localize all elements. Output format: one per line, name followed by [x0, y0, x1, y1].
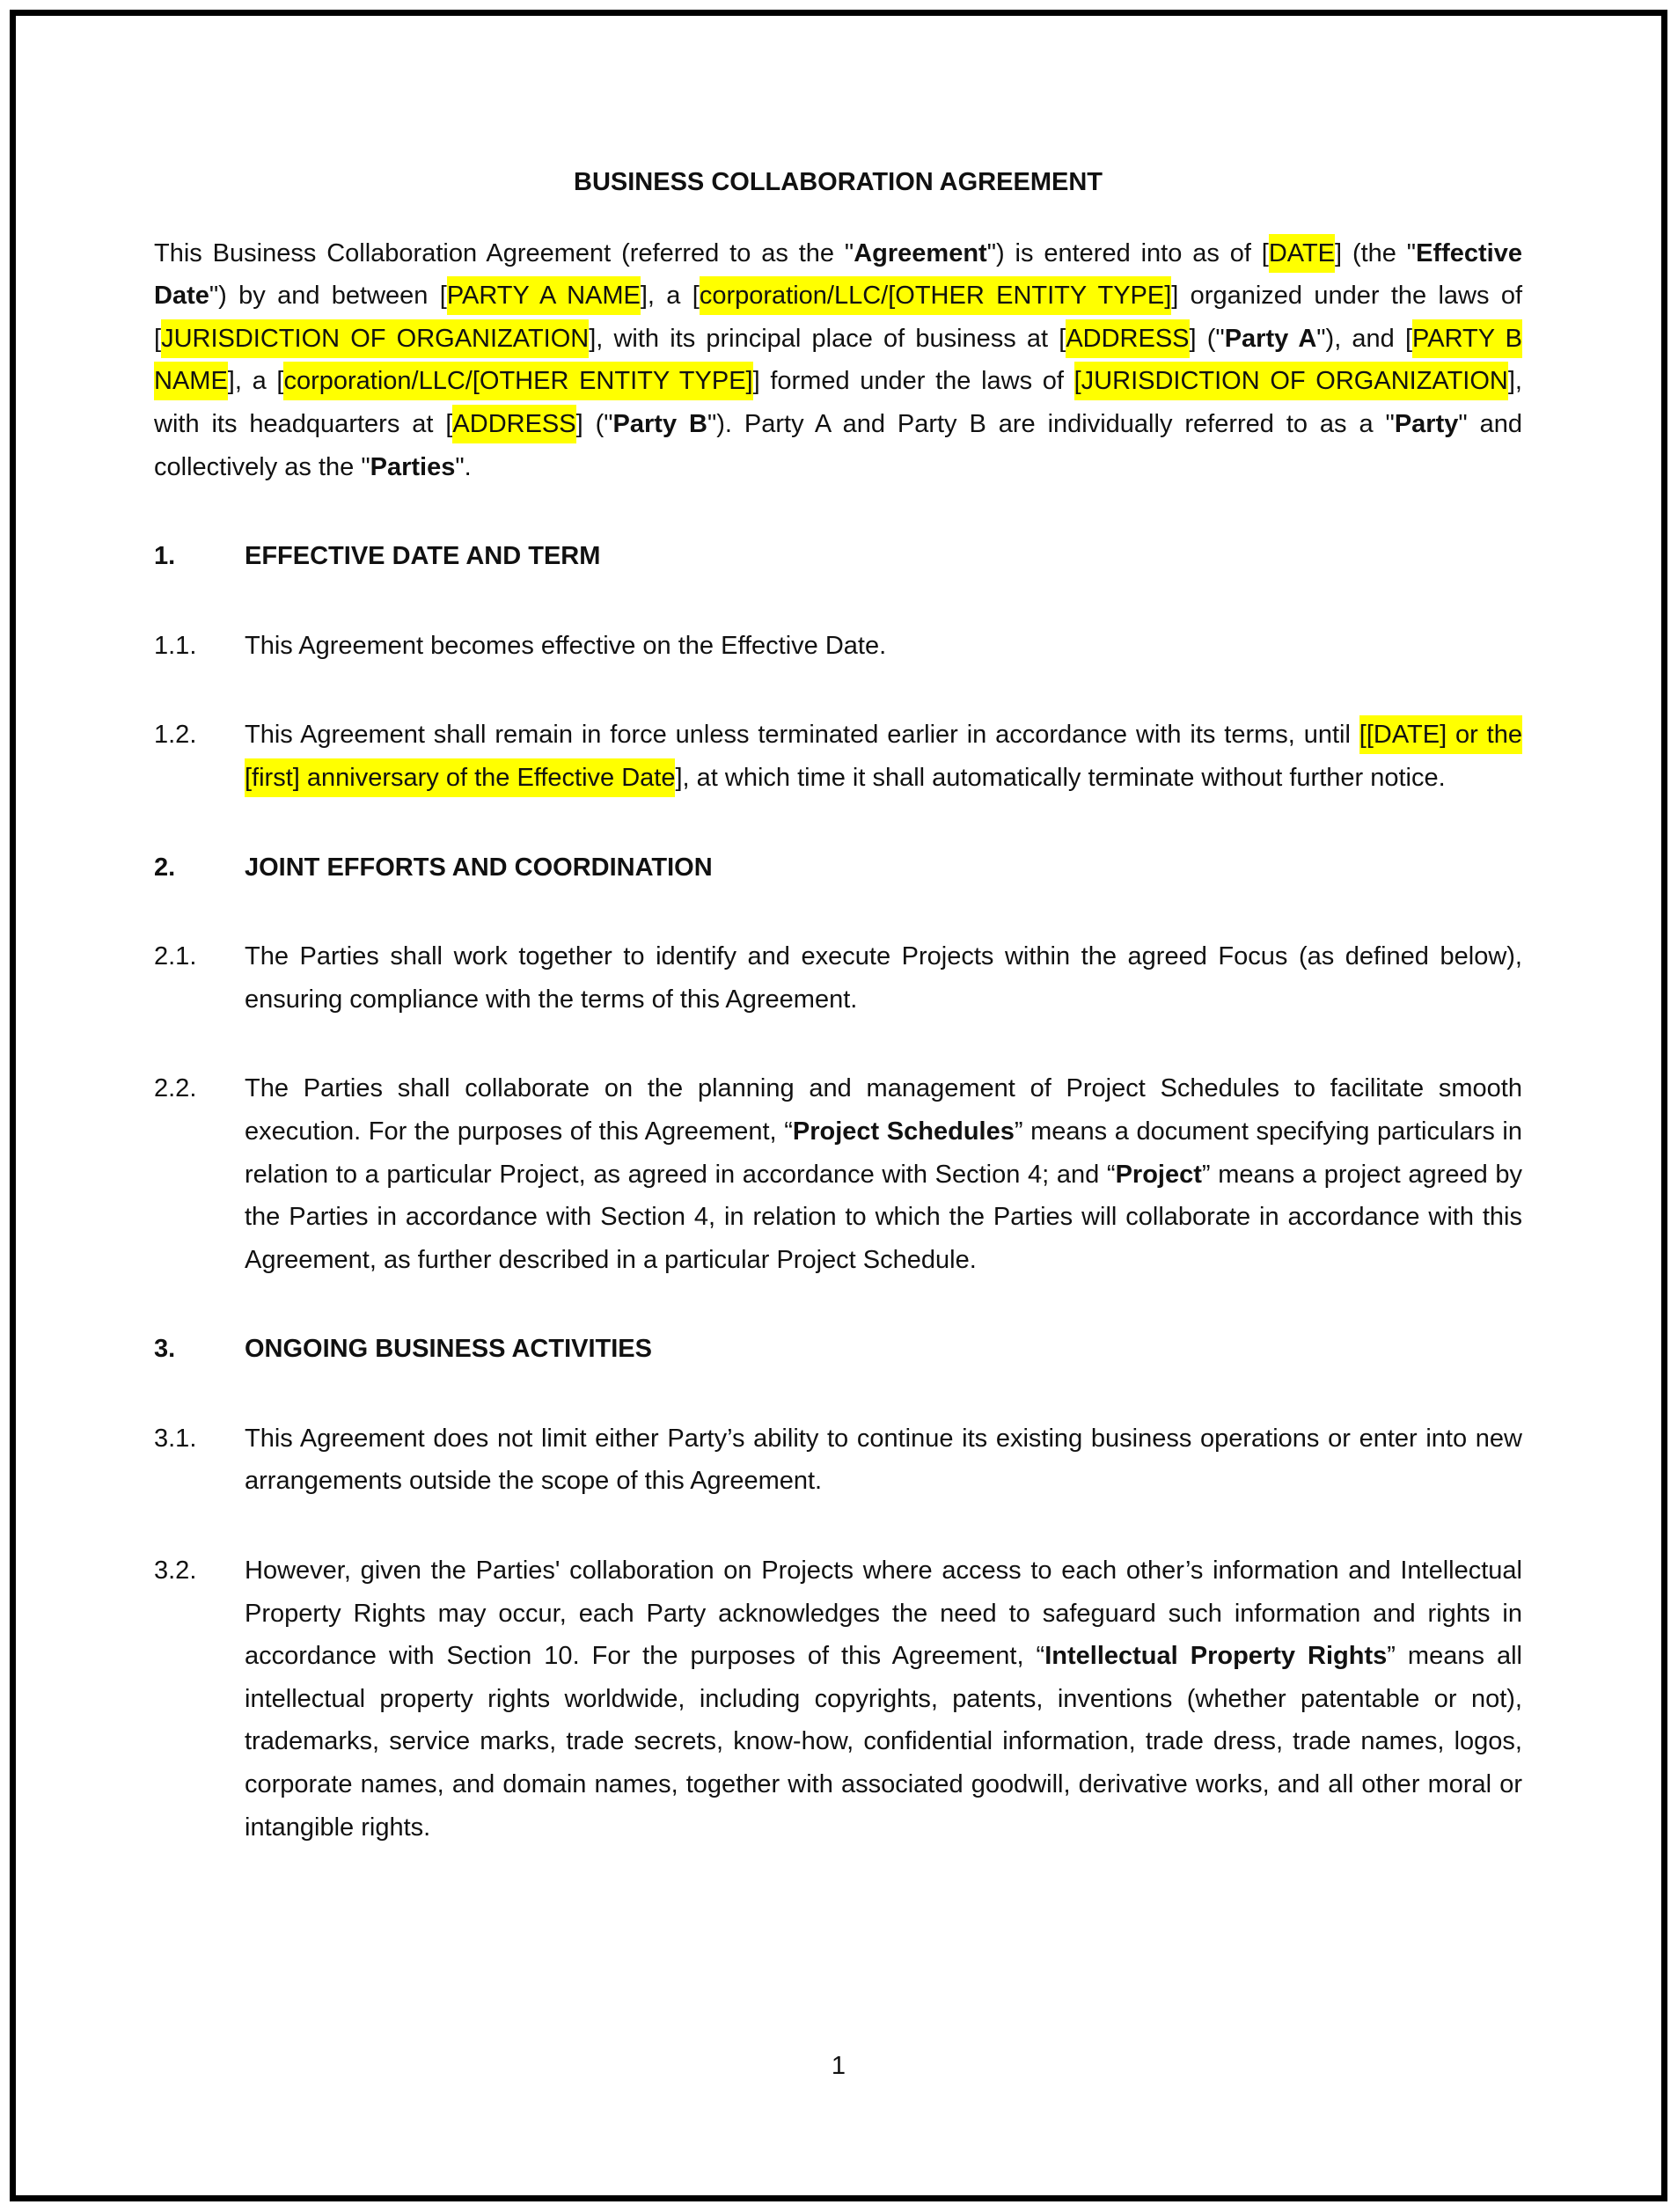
clause-number: 2.2.: [154, 1074, 197, 1103]
section-heading: [154, 1328, 1522, 1371]
highlighted-placeholder: ADDRESS: [1066, 319, 1189, 358]
section-heading: [154, 846, 1522, 890]
clause-paragraph: [154, 1067, 1522, 1281]
highlighted-placeholder: ADDRESS: [452, 405, 575, 443]
clause-text: [245, 714, 1522, 799]
page-border: [10, 10, 1667, 2201]
highlighted-placeholder: [[DATE] or the [first] anniversary of the Effective Date: [245, 715, 1522, 797]
document-body: [154, 232, 1522, 1849]
clause-number: 3.1.: [154, 1424, 197, 1453]
defined-term: Project: [1115, 1160, 1202, 1189]
defined-term: Project Schedules: [792, 1117, 1015, 1146]
text-run: ” means a document specifying particulars in relation to a particular Project, as agreed in accordance with Section 4; and “: [245, 1117, 1523, 1189]
clause-text: [245, 1417, 1522, 1503]
document-title: BUSINESS COLLABORATION AGREEMENT: [574, 168, 1103, 196]
highlighted-placeholder: corporation/LLC/[OTHER ENTITY TYPE]: [283, 362, 752, 400]
text-run: "), and [: [1316, 324, 1413, 353]
clause-paragraph: [154, 935, 1522, 1021]
text-run: ".: [455, 452, 472, 481]
text-run: The Parties shall collaborate on the planning and management of Project Schedules to facilitate smooth execution. For the purposes of this Agreement, “: [245, 1074, 1522, 1146]
text-run: ] (": [575, 409, 613, 438]
defined-term: Agreement: [854, 238, 987, 267]
text-run: ") by and between [: [209, 282, 447, 311]
text-run: "). Party A and Party B are individually referred to as a ": [707, 409, 1395, 438]
highlighted-placeholder: PARTY A NAME: [447, 276, 641, 315]
text-run: ] formed under the laws of: [752, 367, 1074, 396]
text-run: This Agreement becomes effective on the Effective Date.: [245, 631, 887, 660]
highlighted-placeholder: corporation/LLC/[OTHER ENTITY TYPE]: [700, 276, 1171, 315]
text-run: This Business Collaboration Agreement (referred to as the ": [154, 238, 854, 267]
text-run: ], a [: [640, 282, 700, 311]
clause-text: [245, 935, 1522, 1021]
highlighted-placeholder: JURISDICTION OF ORGANIZATION: [161, 319, 589, 358]
text-run: This Agreement does not limit either Party’s ability to continue its existing business operations or enter into new arrangements outside the scope of this Agreement.: [245, 1424, 1522, 1496]
section-heading-text: JOINT EFFORTS AND COORDINATION: [245, 853, 713, 882]
defined-term: Party A: [1224, 324, 1317, 353]
page-number: 1: [831, 2052, 846, 2081]
section-number: 3.: [154, 1335, 176, 1364]
text-run: However, given the Parties' collaboration on Projects where access to each other’s information and Intellectual Property Rights may occur, each Party acknowledges the need to safeguard such information and rights in accordance with Section 10. For the purposes of this Agreement, “: [245, 1556, 1522, 1671]
text-run: ], with its principal place of business at [: [589, 324, 1066, 353]
section-heading: [154, 535, 1522, 578]
clause-number: 3.2.: [154, 1556, 197, 1586]
text-run: The Parties shall work together to identify and execute Projects within the agreed Focus (as defined below), ensuring compliance with the terms of this Agreement.: [245, 942, 1522, 1014]
clause-paragraph: [154, 1417, 1522, 1503]
text-run: ” means a project agreed by the Parties in accordance with Section 4, in relation to which the Parties will collaborate in accordance with this Agreement, as further described in a particular Project Schedule.: [245, 1160, 1522, 1274]
clause-paragraph: [154, 1549, 1522, 1849]
clause-paragraph: [154, 625, 1522, 668]
section-number: 1.: [154, 542, 176, 571]
text-run: ] (": [1189, 324, 1225, 353]
text-run: ], a [: [227, 367, 284, 396]
text-run: ], at which time it shall automatically terminate without further notice.: [675, 763, 1446, 792]
section-number: 2.: [154, 853, 176, 882]
section-heading-text: EFFECTIVE DATE AND TERM: [245, 542, 601, 571]
text-run: This Agreement shall remain in force unless terminated earlier in accordance with its terms, until: [245, 721, 1359, 750]
text-run: ") is entered into as of [: [986, 238, 1269, 267]
clause-paragraph: [154, 714, 1522, 799]
defined-term: Intellectual Property Rights: [1044, 1642, 1388, 1671]
text-run: ] (the ": [1335, 238, 1417, 267]
clause-number: 1.2.: [154, 721, 197, 750]
defined-term: Party B: [612, 409, 707, 438]
highlighted-placeholder: [JURISDICTION OF ORGANIZATION: [1074, 362, 1508, 400]
defined-term: Party: [1394, 409, 1459, 438]
highlighted-placeholder: PARTY B NAME: [154, 319, 1522, 401]
text-run: ” means all intellectual property rights worldwide, including copyrights, patents, inventions (whether patentable or not), trademarks, service marks, trade secrets, know-how, confidential information, trade dress, trade names, logos, corporate names, and domain names, together with associated goodwill, derivative works, and all other moral or intangible rights.: [245, 1642, 1523, 1842]
defined-term: Parties: [370, 452, 456, 481]
intro-paragraph: [154, 232, 1522, 489]
text-run: " and collectively as the ": [154, 409, 1522, 481]
highlighted-placeholder: DATE: [1269, 234, 1335, 273]
clause-number: 1.1.: [154, 631, 197, 660]
defined-term: Effective Date: [154, 238, 1522, 311]
clause-text: [245, 1549, 1522, 1849]
text-run: ] organized under the laws of [: [154, 282, 1523, 353]
text-run: ], with its headquarters at [: [154, 367, 1522, 438]
clause-text: [245, 1067, 1522, 1281]
clause-number: 2.1.: [154, 942, 197, 971]
clause-text: [245, 625, 1522, 668]
page-content: [16, 16, 1661, 1849]
section-heading-text: ONGOING BUSINESS ACTIVITIES: [245, 1335, 652, 1364]
